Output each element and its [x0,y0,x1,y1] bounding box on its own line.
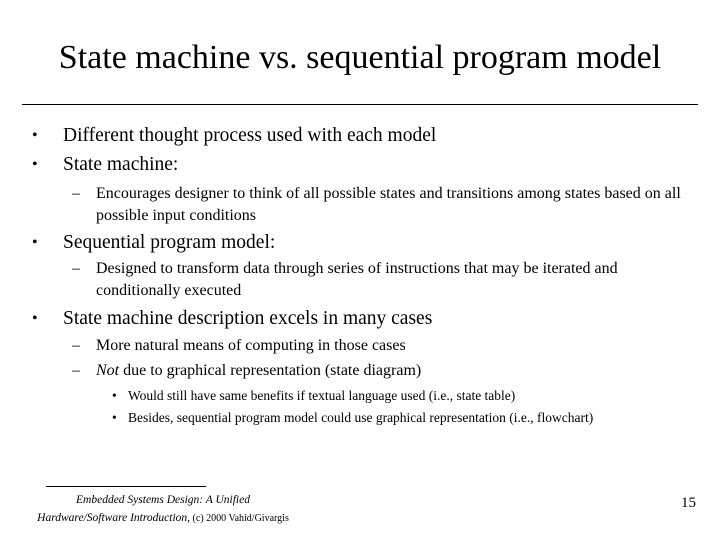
sub-bullet-rest: due to graphical representation (state diagram) [119,362,422,379]
bullet-text: State machine: [63,154,179,175]
bullet-mark: • [32,156,38,173]
sub-sub-bullet-item [112,386,692,406]
dash-mark: – [72,337,80,354]
dash-mark: – [72,185,80,202]
bullet-mark: • [112,410,117,425]
footer-line-1: Embedded Systems Design: A Unified [76,494,250,506]
bullet-mark: • [112,388,117,403]
bullet-text: Sequential program model: [63,232,276,253]
dash-mark: – [72,362,80,379]
emphasis-text: Not [96,362,120,379]
footer-line-2-italic: Hardware/Software Introduction, [37,512,191,524]
bullet-mark: • [32,310,38,327]
sub-bullet-text [96,360,421,382]
bullet-item [32,124,692,148]
sub-bullet-item [72,258,690,302]
sub-bullet-item [72,183,690,227]
title-divider [22,104,698,105]
footer-citation [0,491,326,528]
sub-bullet-item [72,335,690,357]
sub-sub-bullet-text: Would still have same benefits if textual language used (i.e., state table) [128,388,516,403]
sub-bullet-text: More natural means of computing in those cases [96,337,406,354]
page-number: 15 [681,495,696,511]
sub-sub-bullet-text: Besides, sequential program model could use graphical representation (i.e., flowchart) [128,410,594,425]
bullet-text: Different thought process used with each model [63,125,437,146]
sub-bullet-text: Designed to transform data through series of instructions that may be iterated and conditionally executed [96,260,618,299]
bullet-item [32,231,692,255]
bullet-mark: • [32,234,38,251]
bullet-item [32,307,692,331]
footer-line-2-rest: (c) 2000 Vahid/Givargis [190,513,289,524]
bullet-item [32,153,692,177]
footer-line-2 [0,509,326,528]
sub-bullet-item [72,360,690,382]
dash-mark: – [72,260,80,277]
sub-sub-bullet-item [112,408,692,428]
bullet-text: State machine description excels in many cases [63,308,433,329]
sub-bullet-text: Encourages designer to think of all possible states and transitions among states based on all possible input conditions [96,185,681,224]
slide-title: State machine vs. sequential program model [58,39,662,76]
footer-divider [46,486,206,487]
bullet-mark: • [32,127,38,144]
